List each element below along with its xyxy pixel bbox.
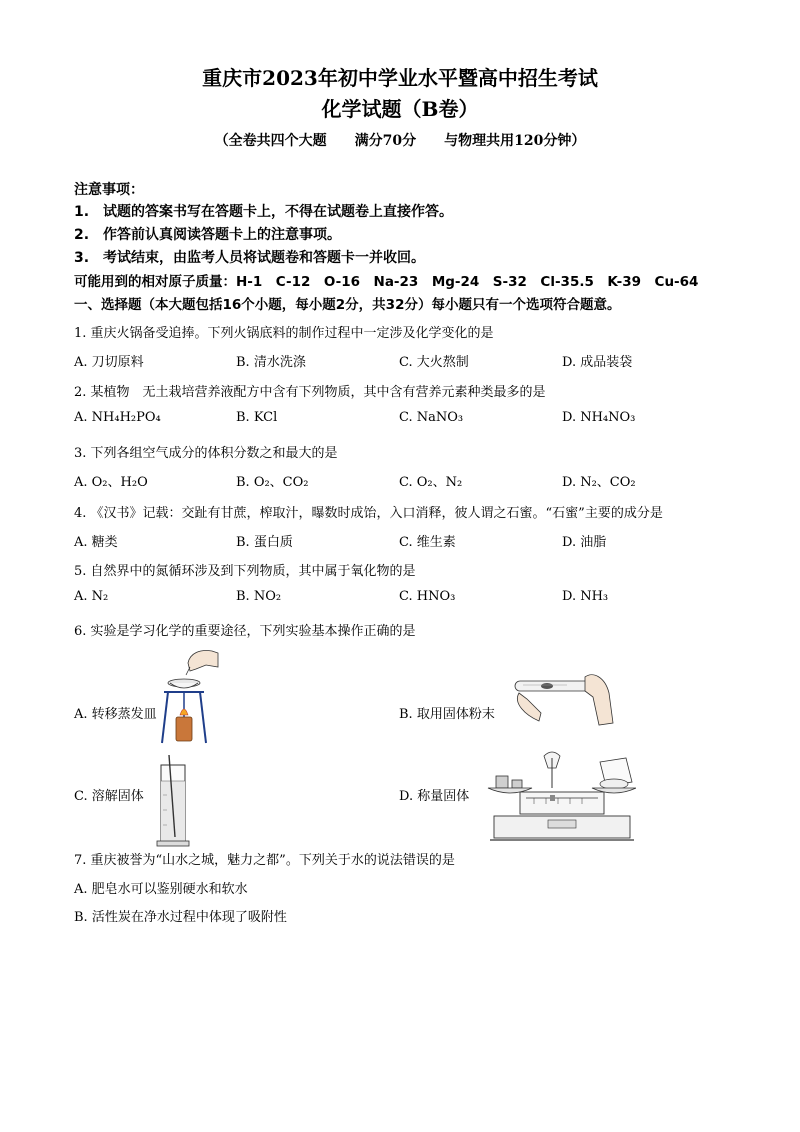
option-d: D. N₂、CO₂ <box>562 475 636 490</box>
option-a: A. NH₄H₂PO₄ <box>74 410 161 425</box>
option-d: D. NH₃ <box>562 589 609 604</box>
option-b: B. KCl <box>236 410 278 425</box>
question-stem: 7. 重庆被誉为“山水之城，魅力之都”。下列关于水的说法错误的是 <box>74 853 455 868</box>
option-c: C. 溶解固体 <box>74 789 144 804</box>
option-c: C. NaNO₃ <box>399 410 464 425</box>
notes-heading: 注意事项： <box>74 182 144 198</box>
balance-scale-figure <box>486 748 636 846</box>
note-item: 1. 试题的答案书写在答题卡上，不得在试题卷上直接作答。 <box>74 204 454 220</box>
option-b: B. NO₂ <box>236 589 282 604</box>
option-a: A. 肥皂水可以鉴别硬水和软水 <box>74 882 248 897</box>
section-heading: 一、选择题（本大题包括16个小题，每小题2分，共32分）每小题只有一个选项符合题意。 <box>74 297 621 313</box>
atomic-masses: 可能用到的相对原子质量：H-1 C-12 O-16 Na-23 Mg-24 S-32 Cl-35.5 K-39 Cu-64 <box>74 274 699 290</box>
option-b: B. 清水洗涤 <box>236 355 306 370</box>
question-stem: 5. 自然界中的氮循环涉及到下列物质，其中属于氧化物的是 <box>74 564 416 579</box>
option-d: D. NH₄NO₃ <box>562 410 636 425</box>
option-d: D. 成品装袋 <box>562 355 633 370</box>
option-a: A. 刀切原料 <box>74 355 144 370</box>
test-tube-powder-figure <box>505 663 615 729</box>
exam-title: 重庆市2023年初中学业水平暨高中招生考试 <box>202 66 598 90</box>
question-stem: 3. 下列各组空气成分的体积分数之和最大的是 <box>74 446 338 461</box>
exam-info: （全卷共四个大题 满分70分 与物理共用120分钟） <box>214 133 586 149</box>
note-item: 2. 作答前认真阅读答题卡上的注意事项。 <box>74 227 342 243</box>
option-b: B. O₂、CO₂ <box>236 475 309 490</box>
option-b: B. 取用固体粉末 <box>399 707 495 722</box>
option-c: C. 大火熬制 <box>399 355 469 370</box>
option-a: A. N₂ <box>74 589 109 604</box>
note-item: 3. 考试结束，由监考人员将试题卷和答题卡一并收回。 <box>74 250 426 266</box>
option-a: A. 糖类 <box>74 535 118 550</box>
question-stem: 1. 重庆火锅备受追捧。下列火锅底料的制作过程中一定涉及化学变化的是 <box>74 326 494 341</box>
option-c: C. 维生素 <box>399 535 456 550</box>
option-c: C. O₂、N₂ <box>399 475 463 490</box>
evaporating-dish-figure <box>160 645 220 745</box>
question-stem: 6. 实验是学习化学的重要途径，下列实验基本操作正确的是 <box>74 624 416 639</box>
option-a: A. 转移蒸发皿 <box>74 707 157 722</box>
question-stem: 4. 《汉书》记载：交趾有甘蔗，榨取汁，曝数时成饴，入口消释，彼人谓之石蜜。“石蜜”主要的成分是 <box>74 506 663 521</box>
option-d: D. 称量固体 <box>399 789 470 804</box>
option-c: C. HNO₃ <box>399 589 456 604</box>
option-b: B. 活性炭在净水过程中体现了吸附性 <box>74 910 287 925</box>
question-stem: 2. 某植物 无土栽培营养液配方中含有下列物质，其中含有营养元素种类最多的是 <box>74 385 546 400</box>
option-d: D. 油脂 <box>562 535 607 550</box>
option-a: A. O₂、H₂O <box>74 475 148 490</box>
option-b: B. 蛋白质 <box>236 535 293 550</box>
exam-subtitle: 化学试题（B卷） <box>321 97 479 121</box>
graduated-cylinder-figure <box>155 755 195 847</box>
